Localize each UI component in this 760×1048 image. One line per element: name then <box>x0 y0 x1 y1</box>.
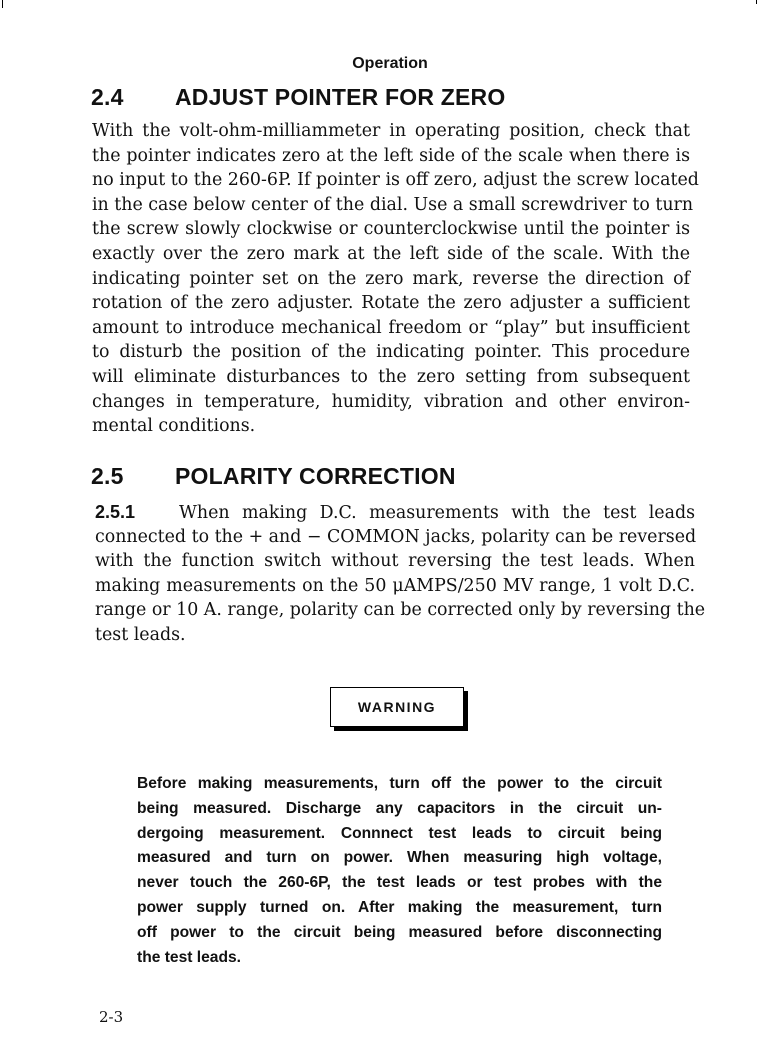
first-line-text: When making D.C. measurements with the test leads <box>179 503 695 523</box>
section-number: 2.4 <box>91 84 124 110</box>
text-line: to disturb the position of the indicating pointer. This procedure <box>92 342 690 363</box>
warning-label: WARNING <box>357 699 437 715</box>
text-line: dergoing measurement. Connnect test leads to circuit being <box>137 824 662 842</box>
running-head: Operation <box>352 55 428 72</box>
text-line: indicating pointer set on the zero mark, reverse the direction of <box>92 268 690 289</box>
text-line: amount to introduce mechanical freedom or “play” but insufficient <box>92 317 690 338</box>
text-line: the test leads. <box>137 948 241 966</box>
text-line: being measured. Discharge any capacitors in the circuit un- <box>137 799 662 817</box>
section-heading-2-5 <box>91 463 456 490</box>
text-line: never touch the 260-6P, the test leads or test probes with the <box>137 874 662 892</box>
section-2-5-1-body <box>95 500 706 648</box>
crop-mark-left <box>2 0 3 8</box>
section-number: 2.5 <box>91 463 124 489</box>
text-line: Before making measurements, turn off the power to the circuit <box>137 775 662 792</box>
text-line: connected to the + and − COMMON jacks, polarity can be reversed <box>95 526 697 547</box>
text-line: range or 10 A. range, polarity can be corrected only by reversing the <box>95 600 706 621</box>
section-title: ADJUST POINTER FOR ZERO <box>175 84 506 110</box>
text-line: the screw slowly clockwise or counterclockwise until the pointer is <box>92 219 690 240</box>
text-line: will eliminate disturbances to the zero setting from subsequent <box>92 366 690 387</box>
text-line: power supply turned on. After making the measurement, turn <box>137 898 662 916</box>
text-line: with the function switch without reversing the test leads. When <box>95 551 695 572</box>
text-line: no input to the 260-6P. If pointer is off zero, adjust the screw located <box>92 170 699 191</box>
text-line: measured and turn on power. When measuring high voltage, <box>137 849 662 867</box>
warning-body <box>137 772 662 970</box>
subsection-number: 2.5.1 <box>95 502 136 522</box>
text-line: making measurements on the 50 μAMPS/250 MV range, 1 volt D.C. <box>95 575 695 596</box>
warning-label-box <box>330 687 464 727</box>
text-line: in the case below center of the dial. Use a small screwdriver to turn <box>92 194 694 215</box>
section-heading-2-4 <box>91 84 505 111</box>
text-line: With the volt-ohm-milliammeter in operating position, check that <box>92 121 690 141</box>
section-2-4-body <box>92 119 699 439</box>
text-line: mental conditions. <box>92 416 256 437</box>
text-line: the pointer indicates zero at the left side of the scale when there is <box>92 145 690 166</box>
page-number: 2-3 <box>99 1008 124 1026</box>
section-title: POLARITY CORRECTION <box>175 463 456 489</box>
text-line: rotation of the zero adjuster. Rotate the zero adjuster a sufficient <box>92 293 690 314</box>
crop-mark-right <box>756 0 757 4</box>
text-line: exactly over the zero mark at the left side of the scale. With the <box>92 243 690 264</box>
text-line: changes in temperature, humidity, vibration and other environ- <box>92 391 690 412</box>
text-line: off power to the circuit being measured before disconnecting <box>137 923 662 941</box>
text-line <box>95 500 695 525</box>
text-line: test leads. <box>95 624 186 645</box>
